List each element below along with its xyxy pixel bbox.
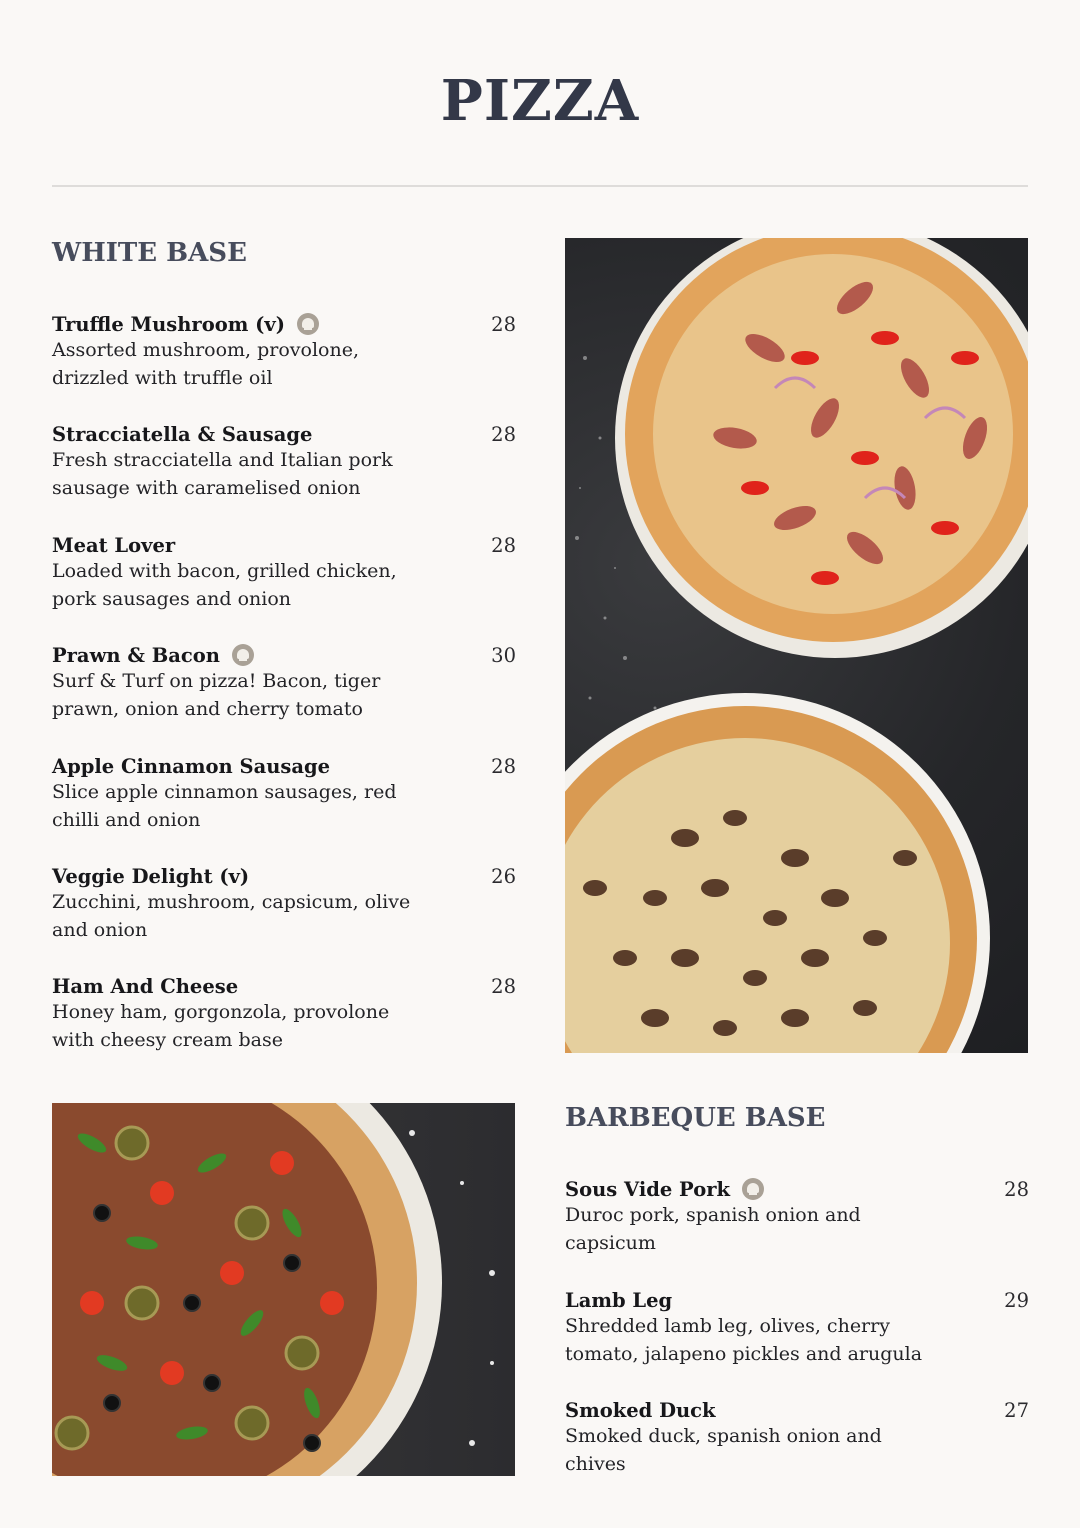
- item-price: 28: [491, 533, 516, 557]
- item-price: 28: [491, 754, 516, 778]
- page-title: PIZZA: [440, 68, 640, 134]
- item-description: Zucchini, mushroom, capsicum, olive and onion: [52, 891, 411, 941]
- item-name: Sous Vide Pork: [565, 1177, 730, 1201]
- item-name: Lamb Leg: [565, 1288, 673, 1312]
- title-divider: [52, 185, 1028, 187]
- item-name: Meat Lover: [52, 533, 176, 557]
- menu-item: [565, 1176, 1029, 1257]
- item-description: Assorted mushroom, provolone, drizzled with truffle oil: [52, 339, 360, 389]
- menu-item: [565, 1287, 1029, 1368]
- chef-hat-icon: [742, 1178, 764, 1200]
- item-name: Ham And Cheese: [52, 974, 239, 998]
- item-name: Veggie Delight (v): [52, 864, 250, 888]
- item-price: 29: [1004, 1288, 1029, 1312]
- chef-hat-icon: [232, 644, 254, 666]
- menu-item: [52, 421, 516, 502]
- item-name: Smoked Duck: [565, 1398, 716, 1422]
- pizza-photo-art: [565, 238, 1028, 1053]
- item-name: Prawn & Bacon: [52, 643, 220, 667]
- item-description: Surf & Turf on pizza! Bacon, tiger prawn, onion and cherry tomato: [52, 670, 381, 720]
- menu-item: [52, 642, 516, 723]
- item-price: 28: [491, 422, 516, 446]
- item-name: Stracciatella & Sausage: [52, 422, 313, 446]
- item-price: 28: [491, 312, 516, 336]
- menu-item: [52, 532, 516, 613]
- item-description: Shredded lamb leg, olives, cherry tomato, jalapeno pickles and arugula: [565, 1315, 923, 1365]
- section-title-white-base: WHITE BASE: [52, 238, 247, 268]
- menu-item: [52, 311, 516, 392]
- item-price: 30: [491, 643, 516, 667]
- menu-item: [52, 973, 516, 1054]
- menu-item: [565, 1397, 1029, 1478]
- item-price: 26: [491, 864, 516, 888]
- item-description: Loaded with bacon, grilled chicken, pork sausages and onion: [52, 560, 397, 610]
- section-title-barbeque-base: BARBEQUE BASE: [565, 1103, 826, 1133]
- item-description: Smoked duck, spanish onion and chives: [565, 1425, 882, 1475]
- item-description: Duroc pork, spanish onion and capsicum: [565, 1204, 861, 1254]
- item-name: Truffle Mushroom (v): [52, 312, 285, 336]
- menu-item: [52, 753, 516, 834]
- item-price: 28: [491, 974, 516, 998]
- item-name: Apple Cinnamon Sausage: [52, 754, 331, 778]
- item-price: 28: [1004, 1177, 1029, 1201]
- chef-hat-icon: [297, 313, 319, 335]
- pizza-photo-art: [52, 1103, 515, 1476]
- item-description: Slice apple cinnamon sausages, red chilli and onion: [52, 781, 397, 831]
- item-description: Honey ham, gorgonzola, provolone with cheesy cream base: [52, 1001, 390, 1051]
- pizza-photo-sausage-mushroom: [565, 238, 1028, 1053]
- pizza-photo-lamb: [52, 1103, 515, 1476]
- menu-item: [52, 863, 516, 944]
- item-description: Fresh stracciatella and Italian pork sausage with caramelised onion: [52, 449, 393, 499]
- item-price: 27: [1004, 1398, 1029, 1422]
